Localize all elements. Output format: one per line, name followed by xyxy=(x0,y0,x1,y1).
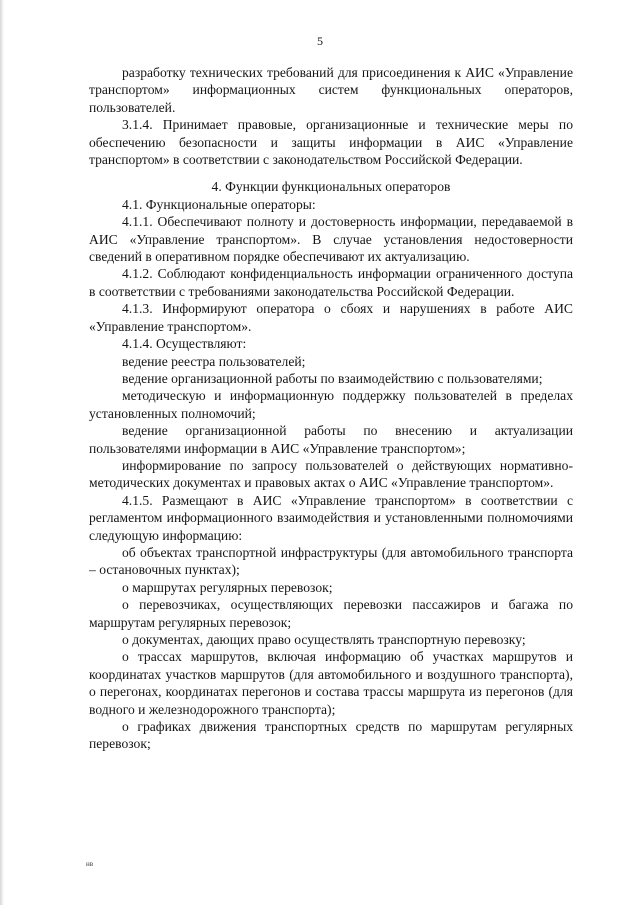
paragraph: 4.1.4. Осуществляют: xyxy=(122,336,247,352)
list-item: о перевозчиках, осуществляющих перевозки пассажиров и багажа по маршрутам регулярных перевозок; xyxy=(89,597,573,630)
document-body xyxy=(89,64,573,753)
list-item: о графиках движения транспортных средств по маршрутам регулярных перевозок; xyxy=(89,719,573,752)
paragraph: 3.1.4. Принимает правовые, организационные и технические меры по обеспечению безопасности и защиты информации в АИС «Управление транспортом» в соответствии с законодательством Российской Федерации. xyxy=(89,117,573,168)
page-number: 5 xyxy=(317,34,323,48)
paragraph: 4.1.5. Размещают в АИС «Управление транспортом» в соответствии с регламентом информационного взаимодействия и установленными полномочиями следующую информацию: xyxy=(89,492,573,543)
list-item: ведение организационной работы по внесению и актуализации пользователями информации в АИС «Управление транспортом»; xyxy=(89,423,573,456)
paragraph: 4.1. Функциональные операторы: xyxy=(122,196,316,212)
paragraph: 4.1.3. Информируют оператора о сбоях и нарушениях в работе АИС «Управление транспортом». xyxy=(89,301,573,334)
list-item: ведение реестра пользователей; xyxy=(122,353,306,369)
paragraph: разработку технических требований для присоединения к АИС «Управление транспортом» информационных систем функциональных операторов, пользователей. xyxy=(89,65,573,115)
footer-initials: нв xyxy=(86,860,94,868)
list-item: ведение организационной работы по взаимодействию с пользователями; xyxy=(122,370,543,386)
list-item: о документах, дающих право осуществлять транспортную перевозку; xyxy=(122,632,526,647)
scan-edge-shadow xyxy=(0,0,4,905)
paragraph: 4.1.1. Обеспечивают полноту и достоверность информации, передаваемой в АИС «Управление транспортом». В случае установления недостоверности сведений в оперативном порядке обеспечивают их актуализацию. xyxy=(89,214,573,265)
list-item: информирование по запросу пользователей о действующих нормативно-методических документах и правовых актах о АИС «Управление транспортом». xyxy=(89,457,573,491)
list-item: об объектах транспортной инфраструктуры (для автомобильного транспорта – остановочных пунктах); xyxy=(89,544,573,578)
paragraph: 4.1.2. Соблюдают конфиденциальность информации ограниченного доступа в соответствии с требованиями законодательства Российской Федерации. xyxy=(89,266,573,299)
list-item: о маршрутах регулярных перевозок; xyxy=(122,579,333,595)
list-item: о трассах маршрутов, включая информацию об участках маршрутов и координатах участков маршрутов (для автомобильного и воздушного транспорта), о перегонах, координатах перегонов и состава трассы маршрута из перегонов (для водного и железнодорожного транспорта); xyxy=(89,649,573,717)
section-heading: 4. Функции функциональных операторов xyxy=(211,179,451,195)
list-item: методическую и информационную поддержку пользователей в пределах установленных полномочий; xyxy=(89,388,573,421)
